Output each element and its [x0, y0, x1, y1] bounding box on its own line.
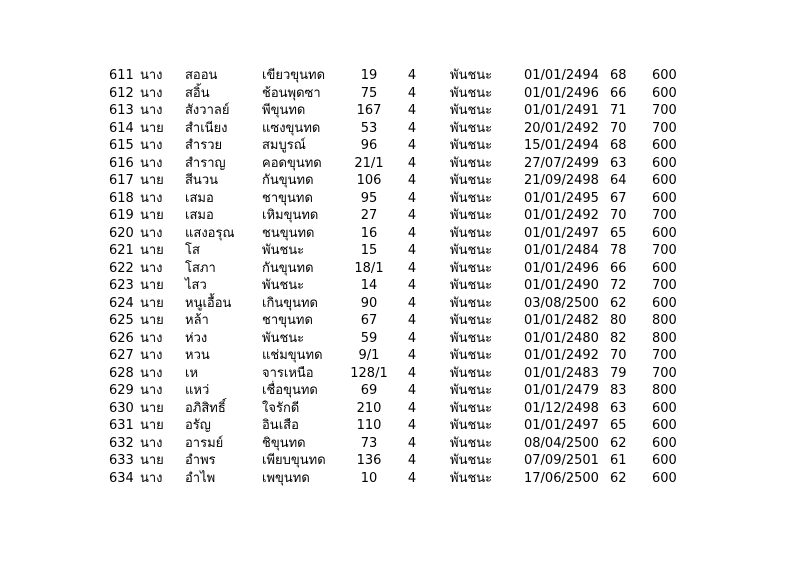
allowance-amount: 600	[652, 173, 677, 188]
birth-date: 01/01/2492	[524, 348, 599, 363]
village-name: พันชนะ	[450, 120, 493, 136]
house-number: 15	[360, 243, 378, 258]
table-row	[0, 400, 800, 418]
birth-date: 15/01/2494	[524, 138, 599, 153]
first-name: หวน	[185, 348, 210, 363]
row-number: 622	[109, 260, 134, 276]
allowance-amount: 700	[652, 208, 677, 223]
birth-date: 01/01/2495	[524, 190, 599, 206]
table-row	[0, 102, 800, 120]
village-name: พันชนะ	[450, 225, 493, 241]
surname: คอดขุนทด	[262, 155, 322, 171]
allowance-amount: 600	[652, 295, 677, 311]
village-name: พันชนะ	[450, 453, 493, 468]
house-number: 16	[360, 225, 378, 241]
surname: จารเหนือ	[262, 365, 314, 381]
house-number: 167	[356, 103, 382, 118]
age: 62	[610, 470, 627, 486]
moo-number: 4	[407, 348, 417, 363]
row-number: 616	[109, 155, 134, 171]
surname: พีขุนทด	[262, 103, 306, 118]
age: 68	[610, 138, 627, 153]
title-prefix: นาย	[140, 453, 164, 468]
house-number: 96	[360, 138, 378, 153]
first-name: อรัญ	[185, 418, 211, 433]
village-name: พันชนะ	[450, 330, 493, 346]
moo-number: 4	[407, 85, 417, 101]
village-name: พันชนะ	[450, 470, 493, 486]
row-number: 614	[109, 120, 134, 136]
birth-date: 01/01/2484	[524, 243, 599, 258]
moo-number: 4	[407, 138, 417, 153]
title-prefix: นาง	[140, 470, 163, 486]
house-number: 21/1	[354, 155, 384, 171]
moo-number: 4	[407, 103, 417, 118]
allowance-amount: 600	[652, 68, 677, 83]
surname: เพียบขุนทด	[262, 453, 326, 468]
allowance-amount: 700	[652, 120, 677, 136]
first-name: โสภา	[185, 260, 216, 276]
allowance-amount: 600	[652, 225, 677, 241]
row-number: 633	[109, 453, 134, 468]
allowance-amount: 600	[652, 155, 677, 171]
moo-number: 4	[407, 243, 417, 258]
row-number: 624	[109, 295, 134, 311]
house-number: 110	[356, 418, 382, 433]
house-number: 90	[360, 295, 378, 311]
birth-date: 01/01/2483	[524, 365, 599, 381]
house-number: 136	[356, 453, 382, 468]
village-name: พันชนะ	[450, 68, 493, 83]
birth-date: 01/01/2496	[524, 260, 599, 276]
row-number: 619	[109, 208, 134, 223]
row-number: 621	[109, 243, 134, 258]
table-row	[0, 330, 800, 348]
row-number: 611	[109, 68, 134, 83]
surname: พันชนะ	[262, 243, 305, 258]
surname: เกินขุนทด	[262, 295, 318, 311]
age: 70	[610, 120, 627, 136]
table-row	[0, 207, 800, 225]
age: 61	[610, 453, 627, 468]
village-name: พันชนะ	[450, 278, 493, 293]
title-prefix: นาง	[140, 435, 163, 451]
age: 63	[610, 155, 627, 171]
table-row	[0, 137, 800, 155]
age: 65	[610, 418, 627, 433]
moo-number: 4	[407, 155, 417, 171]
birth-date: 01/01/2497	[524, 225, 599, 241]
table-row	[0, 435, 800, 453]
moo-number: 4	[407, 190, 417, 206]
surname: ชิขุนทด	[262, 435, 306, 451]
table-row	[0, 295, 800, 313]
title-prefix: นาง	[140, 260, 163, 276]
birth-date: 01/01/2497	[524, 418, 599, 433]
first-name: สำเนียง	[185, 120, 228, 136]
first-name: แหว่	[185, 383, 210, 398]
table-row	[0, 67, 800, 85]
row-number: 632	[109, 435, 134, 451]
surname: เขียวขุนทด	[262, 68, 326, 83]
table-row	[0, 260, 800, 278]
title-prefix: นาง	[140, 103, 163, 118]
row-number: 615	[109, 138, 134, 153]
first-name: อภิสิทธิ์	[185, 400, 226, 416]
first-name: แสงอรุณ	[185, 225, 235, 241]
allowance-amount: 600	[652, 260, 677, 276]
title-prefix: นาย	[140, 243, 164, 258]
village-name: พันชนะ	[450, 383, 493, 398]
surname: ช้อนพุดซา	[262, 85, 321, 101]
house-number: 14	[360, 278, 378, 293]
first-name: โส	[185, 243, 200, 258]
allowance-amount: 600	[652, 190, 677, 206]
title-prefix: นาย	[140, 418, 164, 433]
house-number: 9/1	[358, 348, 380, 363]
table-row	[0, 365, 800, 383]
row-number: 617	[109, 173, 134, 188]
moo-number: 4	[407, 68, 417, 83]
village-name: พันชนะ	[450, 173, 493, 188]
table-row	[0, 347, 800, 365]
age: 66	[610, 85, 627, 101]
moo-number: 4	[407, 208, 417, 223]
birth-date: 01/01/2492	[524, 208, 599, 223]
row-number: 629	[109, 383, 134, 398]
birth-date: 01/01/2480	[524, 330, 599, 346]
allowance-amount: 700	[652, 365, 677, 381]
table-row	[0, 190, 800, 208]
village-name: พันชนะ	[450, 260, 493, 276]
row-number: 623	[109, 278, 134, 293]
title-prefix: นาย	[140, 120, 164, 136]
house-number: 19	[360, 68, 378, 83]
title-prefix: นาง	[140, 68, 163, 83]
age: 67	[610, 190, 627, 206]
moo-number: 4	[407, 173, 417, 188]
age: 63	[610, 400, 627, 416]
first-name: อำไพ	[185, 470, 216, 486]
table-row	[0, 312, 800, 330]
village-name: พันชนะ	[450, 190, 493, 206]
row-number: 618	[109, 190, 134, 206]
house-number: 69	[360, 383, 378, 398]
title-prefix: นาง	[140, 225, 163, 241]
age: 83	[610, 383, 627, 398]
age: 62	[610, 435, 627, 451]
first-name: สออน	[185, 68, 218, 83]
village-name: พันชนะ	[450, 208, 493, 223]
moo-number: 4	[407, 470, 417, 486]
table-row	[0, 242, 800, 260]
birth-date: 03/08/2500	[524, 295, 599, 311]
age: 78	[610, 243, 627, 258]
surname: แซงขุนทด	[262, 120, 321, 136]
village-name: พันชนะ	[450, 418, 493, 433]
row-number: 620	[109, 225, 134, 241]
allowance-amount: 700	[652, 243, 677, 258]
moo-number: 4	[407, 400, 417, 416]
age: 70	[610, 208, 627, 223]
village-name: พันชนะ	[450, 313, 493, 328]
first-name: สีนวน	[185, 173, 219, 188]
first-name: เสมอ	[185, 190, 214, 206]
first-name: เสมอ	[185, 208, 214, 223]
surname: อินเสือ	[262, 418, 299, 433]
moo-number: 4	[407, 295, 417, 311]
first-name: หล้า	[185, 313, 209, 328]
house-number: 73	[360, 435, 378, 451]
house-number: 67	[360, 313, 378, 328]
house-number: 95	[360, 190, 378, 206]
title-prefix: นาง	[140, 138, 163, 153]
moo-number: 4	[407, 365, 417, 381]
row-number: 631	[109, 418, 134, 433]
allowance-amount: 800	[652, 330, 677, 346]
surname: ชาขุนทด	[262, 190, 313, 206]
allowance-amount: 800	[652, 383, 677, 398]
allowance-amount: 600	[652, 418, 677, 433]
title-prefix: นาย	[140, 208, 164, 223]
birth-date: 01/01/2491	[524, 103, 599, 118]
moo-number: 4	[407, 225, 417, 241]
house-number: 53	[360, 120, 378, 136]
village-name: พันชนะ	[450, 348, 493, 363]
allowance-amount: 600	[652, 85, 677, 101]
birth-date: 01/01/2496	[524, 85, 599, 101]
surname: แช่มขุนทด	[262, 348, 323, 363]
village-name: พันชนะ	[450, 138, 493, 153]
house-number: 27	[360, 208, 378, 223]
moo-number: 4	[407, 260, 417, 276]
row-number: 628	[109, 365, 134, 381]
birth-date: 21/09/2498	[524, 173, 599, 188]
first-name: อำพร	[185, 453, 216, 468]
row-number: 630	[109, 400, 134, 416]
house-number: 210	[356, 400, 382, 416]
title-prefix: นาง	[140, 190, 163, 206]
title-prefix: นาง	[140, 85, 163, 101]
row-number: 613	[109, 103, 134, 118]
surname: กันขุนทด	[262, 260, 314, 276]
first-name: ห่วง	[185, 330, 208, 346]
moo-number: 4	[407, 418, 417, 433]
title-prefix: นาง	[140, 365, 163, 381]
table-row	[0, 417, 800, 435]
birth-date: 07/09/2501	[524, 453, 599, 468]
age: 82	[610, 330, 627, 346]
first-name: สังวาลย์	[185, 103, 230, 118]
allowance-amount: 600	[652, 435, 677, 451]
age: 66	[610, 260, 627, 276]
title-prefix: นาย	[140, 278, 164, 293]
moo-number: 4	[407, 278, 417, 293]
table-row	[0, 452, 800, 470]
title-prefix: นาง	[140, 383, 163, 398]
table-row	[0, 470, 800, 488]
birth-date: 17/06/2500	[524, 470, 599, 486]
row-number: 626	[109, 330, 134, 346]
house-number: 128/1	[350, 365, 388, 381]
age: 68	[610, 68, 627, 83]
moo-number: 4	[407, 435, 417, 451]
title-prefix: นาง	[140, 155, 163, 171]
moo-number: 4	[407, 383, 417, 398]
first-name: ไสว	[185, 278, 207, 293]
village-name: พันชนะ	[450, 155, 493, 171]
allowance-amount: 800	[652, 313, 677, 328]
allowance-amount: 700	[652, 348, 677, 363]
moo-number: 4	[407, 453, 417, 468]
first-name: สำราญ	[185, 155, 226, 171]
allowance-amount: 700	[652, 278, 677, 293]
age: 79	[610, 365, 627, 381]
surname: ชาขุนทด	[262, 313, 313, 328]
age: 64	[610, 173, 627, 188]
title-prefix: นาง	[140, 348, 163, 363]
birth-date: 20/01/2492	[524, 120, 599, 136]
birth-date: 01/01/2490	[524, 278, 599, 293]
birth-date: 01/01/2479	[524, 383, 599, 398]
village-name: พันชนะ	[450, 85, 493, 101]
allowance-amount: 600	[652, 453, 677, 468]
allowance-amount: 600	[652, 400, 677, 416]
village-name: พันชนะ	[450, 295, 493, 311]
age: 62	[610, 295, 627, 311]
row-number: 627	[109, 348, 134, 363]
table-row	[0, 382, 800, 400]
table-row	[0, 225, 800, 243]
row-number: 625	[109, 313, 134, 328]
table-row	[0, 277, 800, 295]
age: 70	[610, 348, 627, 363]
birth-date: 01/12/2498	[524, 400, 599, 416]
house-number: 75	[360, 85, 378, 101]
surname: กันขุนทด	[262, 173, 314, 188]
surname: ใจรักดี	[262, 400, 300, 416]
first-name: เห	[185, 365, 199, 381]
table-row	[0, 120, 800, 138]
moo-number: 4	[407, 330, 417, 346]
house-number: 59	[360, 330, 378, 346]
age: 72	[610, 278, 627, 293]
village-name: พันชนะ	[450, 243, 493, 258]
surname: เหิมขุนทด	[262, 208, 319, 223]
house-number: 106	[356, 173, 382, 188]
house-number: 18/1	[354, 260, 384, 276]
moo-number: 4	[407, 313, 417, 328]
village-name: พันชนะ	[450, 400, 493, 416]
first-name: สอิ้น	[185, 85, 210, 101]
allowance-amount: 600	[652, 138, 677, 153]
village-name: พันชนะ	[450, 103, 493, 118]
house-number: 10	[360, 470, 378, 486]
birth-date: 08/04/2500	[524, 435, 599, 451]
age: 71	[610, 103, 627, 118]
allowance-amount: 700	[652, 103, 677, 118]
allowance-amount: 600	[652, 470, 677, 486]
title-prefix: นาย	[140, 173, 164, 188]
birth-date: 01/01/2482	[524, 313, 599, 328]
title-prefix: นาย	[140, 313, 164, 328]
birth-date: 27/07/2499	[524, 155, 599, 171]
surname: เชื่อขุนทด	[262, 383, 318, 398]
village-name: พันชนะ	[450, 365, 493, 381]
surname: เพขุนทด	[262, 470, 310, 486]
first-name: อารมย์	[185, 435, 224, 451]
first-name: สำรวย	[185, 138, 223, 153]
birth-date: 01/01/2494	[524, 68, 599, 83]
age: 80	[610, 313, 627, 328]
first-name: หนูเอื้อน	[185, 295, 232, 311]
row-number: 634	[109, 470, 134, 486]
age: 65	[610, 225, 627, 241]
surname: พันชนะ	[262, 330, 305, 346]
title-prefix: นาย	[140, 295, 164, 311]
title-prefix: นาง	[140, 330, 163, 346]
village-name: พันชนะ	[450, 435, 493, 451]
title-prefix: นาย	[140, 400, 164, 416]
moo-number: 4	[407, 120, 417, 136]
table-row	[0, 155, 800, 173]
surname: พันชนะ	[262, 278, 305, 293]
surname: สมบูรณ์	[262, 138, 306, 153]
surname: ชนขุนทด	[262, 225, 315, 241]
row-number: 612	[109, 85, 134, 101]
table-row	[0, 172, 800, 190]
table-row	[0, 85, 800, 103]
